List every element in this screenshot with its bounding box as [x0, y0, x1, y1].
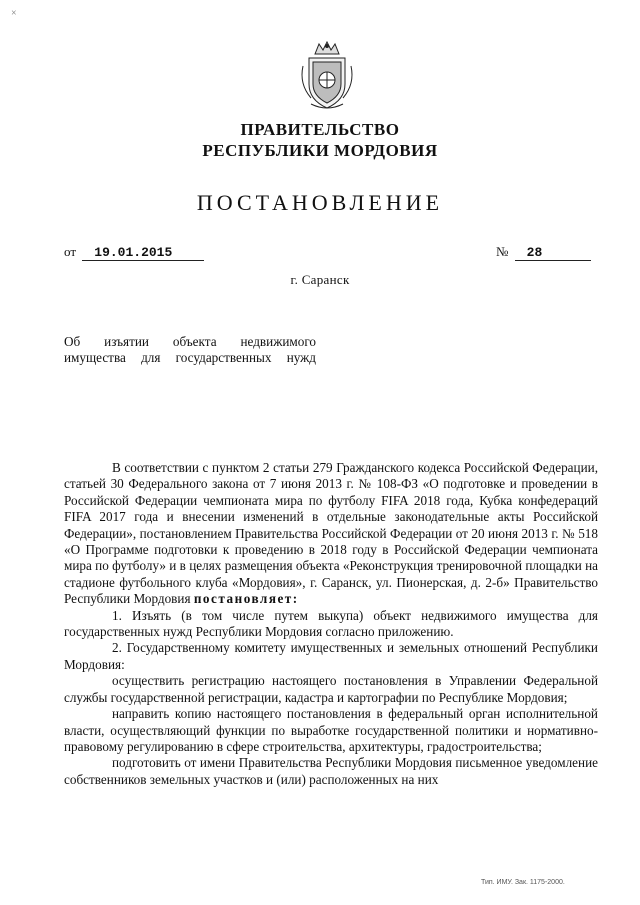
body-paragraph-1: 1. Изъять (в том числе путем выкупа) объект недвижимого имущества для государственных нужд Республики Мордовия согласно приложению.: [64, 607, 598, 640]
document-body: [64, 460, 598, 788]
number-prefix: №: [496, 244, 509, 259]
body-paragraph-2: 2. Государственному комитету имущественных и земельных отношений Республики Мордовия:: [64, 640, 598, 672]
date-line: [64, 244, 204, 261]
number-line: [496, 244, 591, 261]
corner-mark: ×: [11, 8, 17, 19]
resolves-word: постановляет:: [193, 591, 299, 607]
printer-footer: Тип. ИМУ. Зак. 1175-2000.: [481, 879, 565, 886]
government-title-line1: ПРАВИТЕЛЬСТВО: [240, 120, 400, 139]
body-paragraph-2a: осуществить регистрацию настоящего постановления в Управлении Федеральной службы государственной регистрации, кадастра и картографии по Республике Мордовия;: [64, 673, 598, 705]
body-paragraph-intro: [64, 460, 598, 608]
document-type: ПОСТАНОВЛЕНИЕ: [196, 190, 444, 215]
city: г. Саранск: [290, 272, 350, 287]
date-value: 19.01.2015: [82, 245, 204, 261]
number-value: 28: [515, 245, 591, 261]
date-prefix: от: [64, 244, 77, 259]
intro-text: В соответствии с пунктом 2 статьи 279 Гражданского кодекса Российской Федерации, статьей 30 Федерального закона от 7 июня 2013 г. № 108-ФЗ «О подготовке и проведении в Российской Федерации чемпионата мира по футболу FIFA 2018 года, Кубка конфедераций FIFA 2017 года и внесении изменений в отдельные законодательные акты Российской Федерации», постановлением Правительства Российской Федерации от 20 июня 2013 г. № 518 «О Программе подготовки к проведению в 2018 году в Российской Федерации чемпионата мира по футболу» и в целях размещения объекта «Реконструкция тренировочной площадки на стадионе футбольного клуба «Мордовия», г. Саранск, ул. Пионерская, д. 2-б» Правительство Республики Мордовия: [64, 460, 598, 607]
document-subject: Об изъятии объекта недвижимого имущества для государственных нужд: [64, 334, 316, 365]
government-title-line2: РЕСПУБЛИКИ МОРДОВИЯ: [202, 141, 438, 160]
coat-of-arms-emblem: [297, 40, 357, 112]
body-paragraph-2c: подготовить от имени Правительства Республики Мордовия письменное уведомление собственников земельных участков и (или) расположенных на них: [64, 755, 598, 787]
body-paragraph-2b: направить копию настоящего постановления в федеральный орган исполнительной власти, осуществляющий функции по выработке государственной политики и нормативно-правовому регулированию в сфере строительства, архитектуры, градостроительства;: [64, 706, 598, 754]
